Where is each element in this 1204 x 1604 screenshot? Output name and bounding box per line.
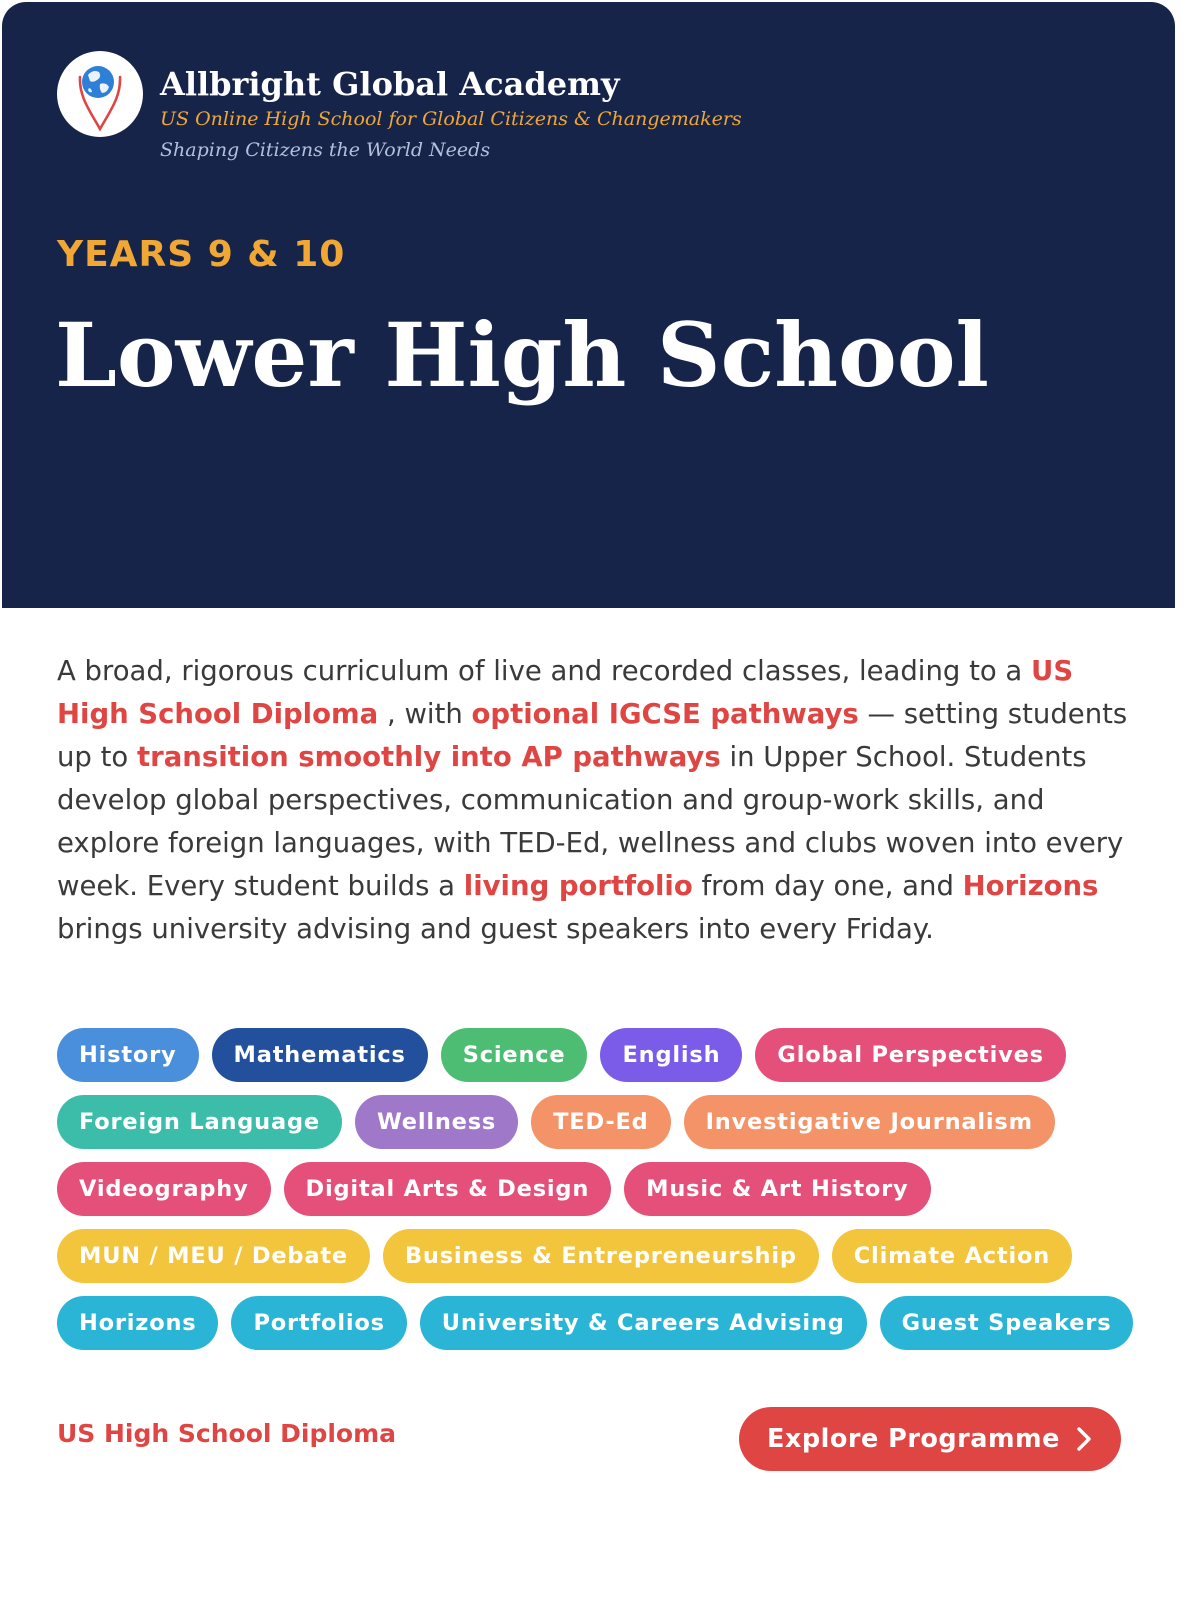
tag-university-careers-advising: University & Careers Advising bbox=[420, 1296, 867, 1350]
tag-science: Science bbox=[441, 1028, 588, 1082]
tag-digital-arts-design: Digital Arts & Design bbox=[284, 1162, 612, 1216]
programme-card bbox=[2, 2, 1175, 1602]
academy-name: Allbright Global Academy bbox=[160, 65, 620, 103]
academy-logo bbox=[57, 51, 143, 137]
description-text: from day one, and bbox=[692, 870, 963, 902]
diploma-label: US High School Diploma bbox=[57, 1419, 397, 1448]
tag-music-art-history: Music & Art History bbox=[624, 1162, 930, 1216]
highlight-horizons: Horizons bbox=[962, 870, 1099, 902]
description-text: — setting students up to bbox=[57, 698, 1128, 773]
tag-mun-meu-debate: MUN / MEU / Debate bbox=[57, 1229, 370, 1283]
tag-english: English bbox=[600, 1028, 742, 1082]
years-eyebrow: YEARS 9 & 10 bbox=[57, 234, 346, 275]
tag-ted-ed: TED-Ed bbox=[531, 1095, 670, 1149]
tag-global-perspectives: Global Perspectives bbox=[755, 1028, 1065, 1082]
description-text: brings university advising and guest speakers into every Friday. bbox=[57, 913, 934, 945]
tag-portfolios: Portfolios bbox=[231, 1296, 406, 1350]
tag-horizons: Horizons bbox=[57, 1296, 218, 1350]
highlight-ap-pathways: transition smoothly into AP pathways bbox=[136, 741, 721, 773]
tag-foreign-language: Foreign Language bbox=[57, 1095, 342, 1149]
tag-climate-action: Climate Action bbox=[832, 1229, 1072, 1283]
tag-mathematics: Mathematics bbox=[212, 1028, 428, 1082]
explore-programme-label: Explore Programme bbox=[767, 1424, 1060, 1454]
academy-motto: Shaping Citizens the World Needs bbox=[160, 139, 491, 161]
description-text: in Upper School. Students develop global perspectives, communication and group-work skills, and explore foreign languages, with TED-Ed, wellness and clubs woven into every week. Every student builds a bbox=[57, 741, 1124, 902]
explore-programme-button[interactable] bbox=[739, 1407, 1121, 1471]
highlight-diploma: US High School Diploma bbox=[57, 655, 1074, 730]
academy-tagline: US Online High School for Global Citizens & Changemakers bbox=[160, 108, 742, 130]
tag-investigative-journalism: Investigative Journalism bbox=[684, 1095, 1055, 1149]
tag-guest-speakers: Guest Speakers bbox=[880, 1296, 1134, 1350]
programme-description bbox=[57, 650, 1137, 951]
tag-business-entrepreneurship: Business & Entrepreneurship bbox=[383, 1229, 819, 1283]
globe-pin-icon bbox=[57, 51, 143, 137]
highlight-portfolio: living portfolio bbox=[463, 870, 693, 902]
chevron-right-icon bbox=[1075, 1426, 1093, 1452]
description-text: A broad, rigorous curriculum of live and recorded classes, leading to a bbox=[57, 655, 1032, 687]
tag-wellness: Wellness bbox=[355, 1095, 518, 1149]
highlight-igcse: optional IGCSE pathways bbox=[471, 698, 859, 730]
page-title: Lower High School bbox=[55, 303, 989, 407]
subject-tags bbox=[57, 1028, 1147, 1350]
description-text: , with bbox=[378, 698, 472, 730]
tag-history: History bbox=[57, 1028, 199, 1082]
hero-banner bbox=[2, 2, 1175, 608]
tag-videography: Videography bbox=[57, 1162, 271, 1216]
